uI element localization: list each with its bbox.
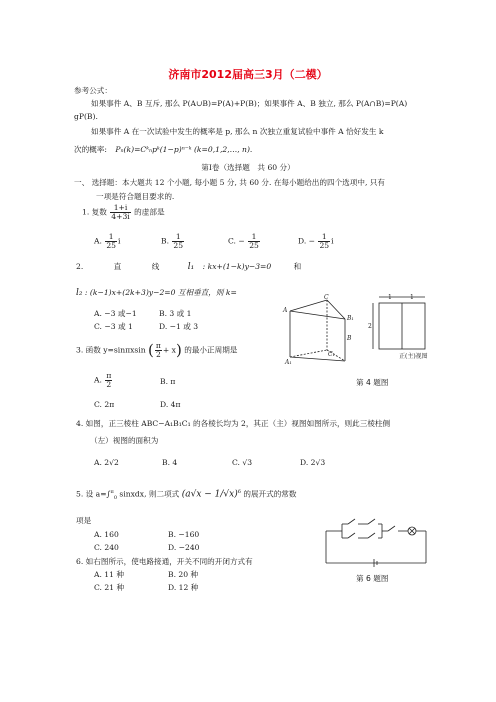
q6-option-c: C. 21 种	[94, 583, 125, 592]
label-b: B	[347, 335, 352, 342]
question-1	[82, 204, 165, 221]
q1-option-d: D. − $\frac{1}{25}$ i	[298, 232, 334, 250]
q6-option-d: D. 12 种	[168, 583, 199, 592]
label-b1: B₁	[347, 315, 354, 322]
question-3: 3. 函数 y=sinπxsin ( $\frac{\pi}{2}$ + x) 的最小正周期是	[76, 340, 238, 359]
q5-option-b: B. −160	[168, 530, 200, 539]
prism-figure	[284, 294, 434, 366]
question-text: 1. 复数	[82, 207, 107, 217]
section-instructions: 一、 选择题：本大题共 12 个小题, 每小题 5 分, 共 60 分. 在每小题给出的四个选项中, 只有	[74, 178, 385, 187]
figure-4-caption: 第 4 题图	[356, 378, 389, 387]
q4-option-c: C. √3	[232, 458, 253, 467]
line-l1-symbol: l₁	[187, 262, 195, 272]
q3-option-d: D. 4π	[160, 400, 181, 409]
figure-6-caption: 第 6 题图	[356, 574, 389, 583]
label-c: C	[324, 294, 329, 301]
q4-option-a: A. 2√2	[94, 458, 119, 467]
question-4-line2: （左）视图的面积为	[90, 436, 159, 445]
q5-option-c: C. 240	[94, 543, 119, 552]
q2-option-c: C. −3 或 1	[94, 322, 133, 331]
front-view-label: 正(主)视图	[399, 353, 428, 360]
q2-option-a: A. −3 或−1	[94, 309, 137, 318]
q2-option-d: D. −1 或 3	[159, 322, 199, 331]
question-text: 的虚部是	[134, 207, 165, 217]
question-2: 2. 直 线 l₁ : kx+(1−k)y−3=0 和	[76, 262, 302, 272]
q1-option-a: A. $\frac{1}{25}$ i	[94, 232, 121, 250]
dim-label: 2	[368, 323, 372, 330]
binomial-expression: (a√x − 1/√x)	[181, 489, 238, 500]
q3-option-b: B. π	[160, 377, 176, 386]
dim-label: 1	[388, 294, 392, 301]
q6-option-b: B. 20 种	[168, 570, 199, 579]
binomial-probability-formula: Pₙ(k)=Cᵏₙpᵏ(1−p)ⁿ⁻ᵏ (k=0,1,2,…, n).	[115, 145, 253, 154]
q5-option-d: D. −240	[168, 543, 200, 552]
formula-line: 如果事件 A 在一次试验中发生的概率是 p, 那么 n 次独立重复试验中事件 A 恰好发生 k	[91, 127, 384, 136]
page-title: 济南市2012届高三3月（二模）	[168, 68, 328, 81]
formula-prefix: 次的概率:	[74, 145, 107, 154]
formula-line: 如果事件 A、B 互斥, 那么 P(A∪B)=P(A)+P(B)；如果事件 A、B 独立, 那么 P(A∩B)=P(A)	[91, 99, 408, 108]
formula-line	[74, 145, 252, 154]
label-a1: A₁	[285, 359, 292, 366]
q3-option-a: A. $\frac{\pi}{2}$	[94, 371, 112, 389]
label-a: A	[283, 307, 288, 314]
dim-label: 1	[410, 294, 414, 301]
line-l2-symbol: l₂	[76, 288, 83, 298]
q3-option-c: C. 2π	[94, 400, 115, 409]
q4-option-b: B. 4	[162, 458, 178, 467]
section-heading: 第Ⅰ卷（选择题 共 60 分）	[201, 163, 295, 172]
circuit-figure	[322, 515, 430, 571]
fraction: $\frac{1+i}{4+3i}$	[111, 203, 130, 221]
q4-option-d: D. 2√3	[300, 458, 326, 467]
q6-option-a: A. 11 种	[94, 570, 124, 579]
question-2-line2: l₂ : (k−1)x+(2k+3)y−2=0 互相垂直，则 k=	[76, 288, 237, 298]
question-5: 5. 设 a=∫$^\pi_0$ sinxdx, 则二项式 $(a√x - 1/√x)^6$ 的展开式的常数	[76, 489, 297, 502]
q1-option-c: C. − $\frac{1}{25}$	[228, 232, 259, 250]
formulas-heading: 参考公式：	[74, 86, 112, 95]
q5-option-a: A. 160	[94, 530, 119, 539]
question-4: 4. 如图，正三棱柱 ABC−A₁B₁C₁ 的各棱长均为 2，其正（主）视图如图所示，则此三棱柱侧	[76, 419, 391, 428]
formula-line: gP(B).	[74, 112, 98, 121]
q1-option-b: B. $\frac{1}{25}$	[161, 232, 184, 250]
label-c1: C₁	[328, 351, 335, 358]
question-5-line2: 项是	[76, 516, 92, 525]
question-6: 6. 如右图所示，使电路接通，开关不同的开闭方式有	[76, 557, 253, 566]
section-instructions: 一项是符合题目要求的.	[96, 192, 175, 201]
q2-option-b: B. 3 或 1	[159, 309, 192, 318]
